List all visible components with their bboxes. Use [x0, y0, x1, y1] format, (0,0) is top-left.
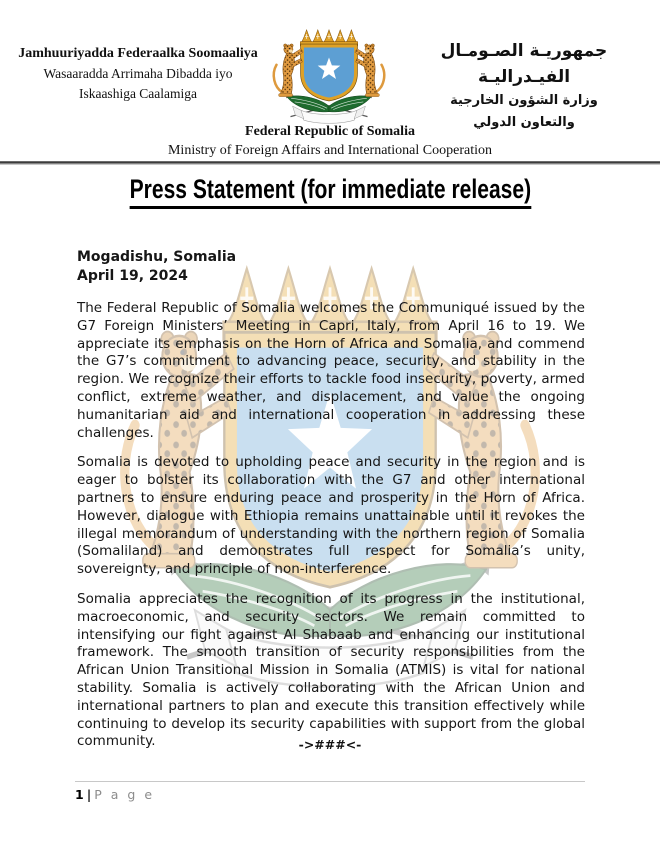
page-title-text: Press Statement (for immediate release) — [129, 174, 530, 209]
header-arabic-line1: جمهوريـة الصـومـال الفيـدراليـة — [440, 41, 608, 87]
page-footer — [75, 781, 585, 802]
header-arabic-line3: والتعاون الدولي — [473, 115, 575, 130]
paragraph-2: Somalia is devoted to upholding peace and security in the region and is eager to bolster its collaboration with the G7 and other international partners to ensure enduring peace and prosperity in the Horn of Africa. However, dialogue with Ethiopia remains unattainable until it revokes the illegal memorandum of understanding with the northern region of Somalia (Somaliland) and demonstrates full respect for Somalia’s unity, sovereignty, and principle of non-interference. — [77, 454, 585, 578]
paragraph-3: Somalia appreciates the recognition of its progress in the institutional, macroeconomic, and security sectors. We remain committed to intensifying our fight against Al Shabaab and enhancing our institutional framework. The smooth transition of security responsibilities from the African Union Transitional Mission in Somalia (ATMIS) is vital for national stability. Somalia is actively collaborating with the African Union and international partners to plan and execute this transition effectively while continuing to develop its security capabilities with support from the global community. — [77, 590, 585, 750]
header-english-block — [0, 123, 660, 160]
header-somali-line3: Iskaashiga Caalamiga — [78, 86, 198, 101]
header-arabic-line2: وزارة الشؤون الخارجية — [450, 93, 598, 108]
page-number: 1 — [75, 787, 84, 802]
footer-page-label: P a g e — [94, 787, 155, 802]
org-name: Federal Republic of Somalia — [245, 124, 415, 139]
footer-separator: | — [86, 787, 92, 802]
header-arabic-block — [396, 38, 652, 134]
page-title — [0, 174, 660, 209]
statement-body — [77, 300, 585, 763]
header-divider — [0, 161, 660, 165]
end-of-release-mark: ->###<- — [298, 737, 362, 752]
dateline-date: April 19, 2024 — [77, 268, 188, 284]
somalia-coat-of-arms-icon — [259, 27, 399, 132]
header-somali-block — [14, 44, 262, 104]
header-somali-line1: Jamhuuriyadda Federaalka Soomaaliya — [18, 46, 258, 61]
dateline — [77, 248, 236, 286]
org-department: Ministry of Foreign Affairs and International Cooperation — [167, 143, 492, 158]
paragraph-1: The Federal Republic of Somalia welcomes the Communiqué issued by the G7 Foreign Ministers’ Meeting in Capri, Italy, from April 16 to 19. We appreciate its emphasis on the Horn of Africa and Somalia, and commend the G7’s commitment to advancing peace, security, and stability in the region. We recognize their efforts to tackle food insecurity, poverty, armed conflict, extreme weather, and displacement, and value the ongoing humanitarian aid and international cooperation in addressing these challenges. — [77, 300, 585, 441]
header-somali-line2: Wasaaradda Arrimaha Dibadda iyo — [43, 66, 233, 81]
dateline-city: Mogadishu, Somalia — [77, 249, 237, 265]
